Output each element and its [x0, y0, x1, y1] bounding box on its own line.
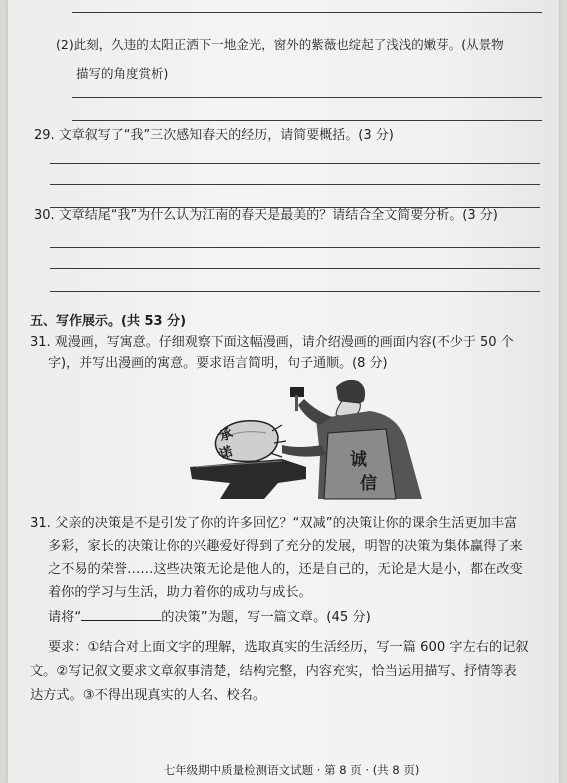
- answer-line: [50, 184, 540, 185]
- q29-text: 29. 文章叙写了“我”三次感知春天的经历，请简要概括。(3 分): [34, 128, 394, 143]
- q30-text: 30. 文章结尾“我”为什么认为江南的春天是最美的？请结合全文简要分析。(3 分): [34, 208, 498, 223]
- q31a-line1: 31. 观漫画，写寓意。仔细观察下面这幅漫画，请介绍漫画的画面内容(不少于 50 个: [30, 335, 514, 350]
- apron-label-2: 信: [360, 474, 377, 494]
- answer-line: [72, 120, 542, 121]
- answer-line: [50, 268, 540, 269]
- section5-title: 五、写作展示。(共 53 分): [30, 314, 187, 329]
- page-footer: 七年级期中质量检测语文试题 · 第 8 页 · (共 8 页): [163, 763, 420, 777]
- stone-label-1: 承: [217, 426, 236, 445]
- answer-line: [50, 247, 540, 248]
- q31b-line1: 31. 父亲的决策是不是引发了你的许多回忆？“双减”的决策让你的课余生活更加丰富: [30, 516, 518, 531]
- q31b-line4: 着你的学习与生活，助力着你的成功与成长。: [48, 585, 312, 600]
- answer-line: [72, 97, 542, 98]
- answer-line: [72, 12, 542, 13]
- prompt-after: 的决策”为题，写一篇文章。(45 分): [161, 610, 371, 625]
- q31a-line2: 字)，并写出漫画的寓意。要求语言简明，句子通顺。(8 分): [48, 356, 388, 371]
- apron-label-1: 诚: [350, 450, 367, 470]
- q31b-req1: 要求：①结合对上面文字的理解，选取真实的生活经历，写一篇 600 字左右的记叙: [48, 640, 529, 655]
- q31b-line3: 之不易的荣誉……这些决策无论是他人的，还是自己的，无论是大是小，都在改变: [48, 562, 523, 577]
- title-blank: [81, 607, 161, 621]
- answer-line: [50, 291, 540, 292]
- answer-line: [50, 163, 540, 164]
- q31b-prompt: [48, 607, 371, 630]
- stone-label-2: 诺: [217, 444, 236, 463]
- q31b-req3: 达方式。③不得出现真实的人名、校名。: [30, 688, 267, 703]
- q31b-line2: 多彩，家长的决策让你的兴趣爱好得到了充分的发展，明智的决策为集体赢得了来: [48, 539, 523, 554]
- exam-page: [8, 0, 559, 783]
- prompt-before: 请将“: [48, 610, 82, 625]
- q31b-req2: 文。②写记叙文要求文章叙事清楚，结构完整，内容充实，恰当运用描写、抒情等表: [30, 664, 517, 679]
- q28-part2-line1: (2)此刻，久违的太阳正洒下一地金光，窗外的紫薇也绽起了浅浅的嫩芽。(从景物: [56, 37, 504, 52]
- q28-part2-line2: 描写的角度赏析): [76, 66, 169, 81]
